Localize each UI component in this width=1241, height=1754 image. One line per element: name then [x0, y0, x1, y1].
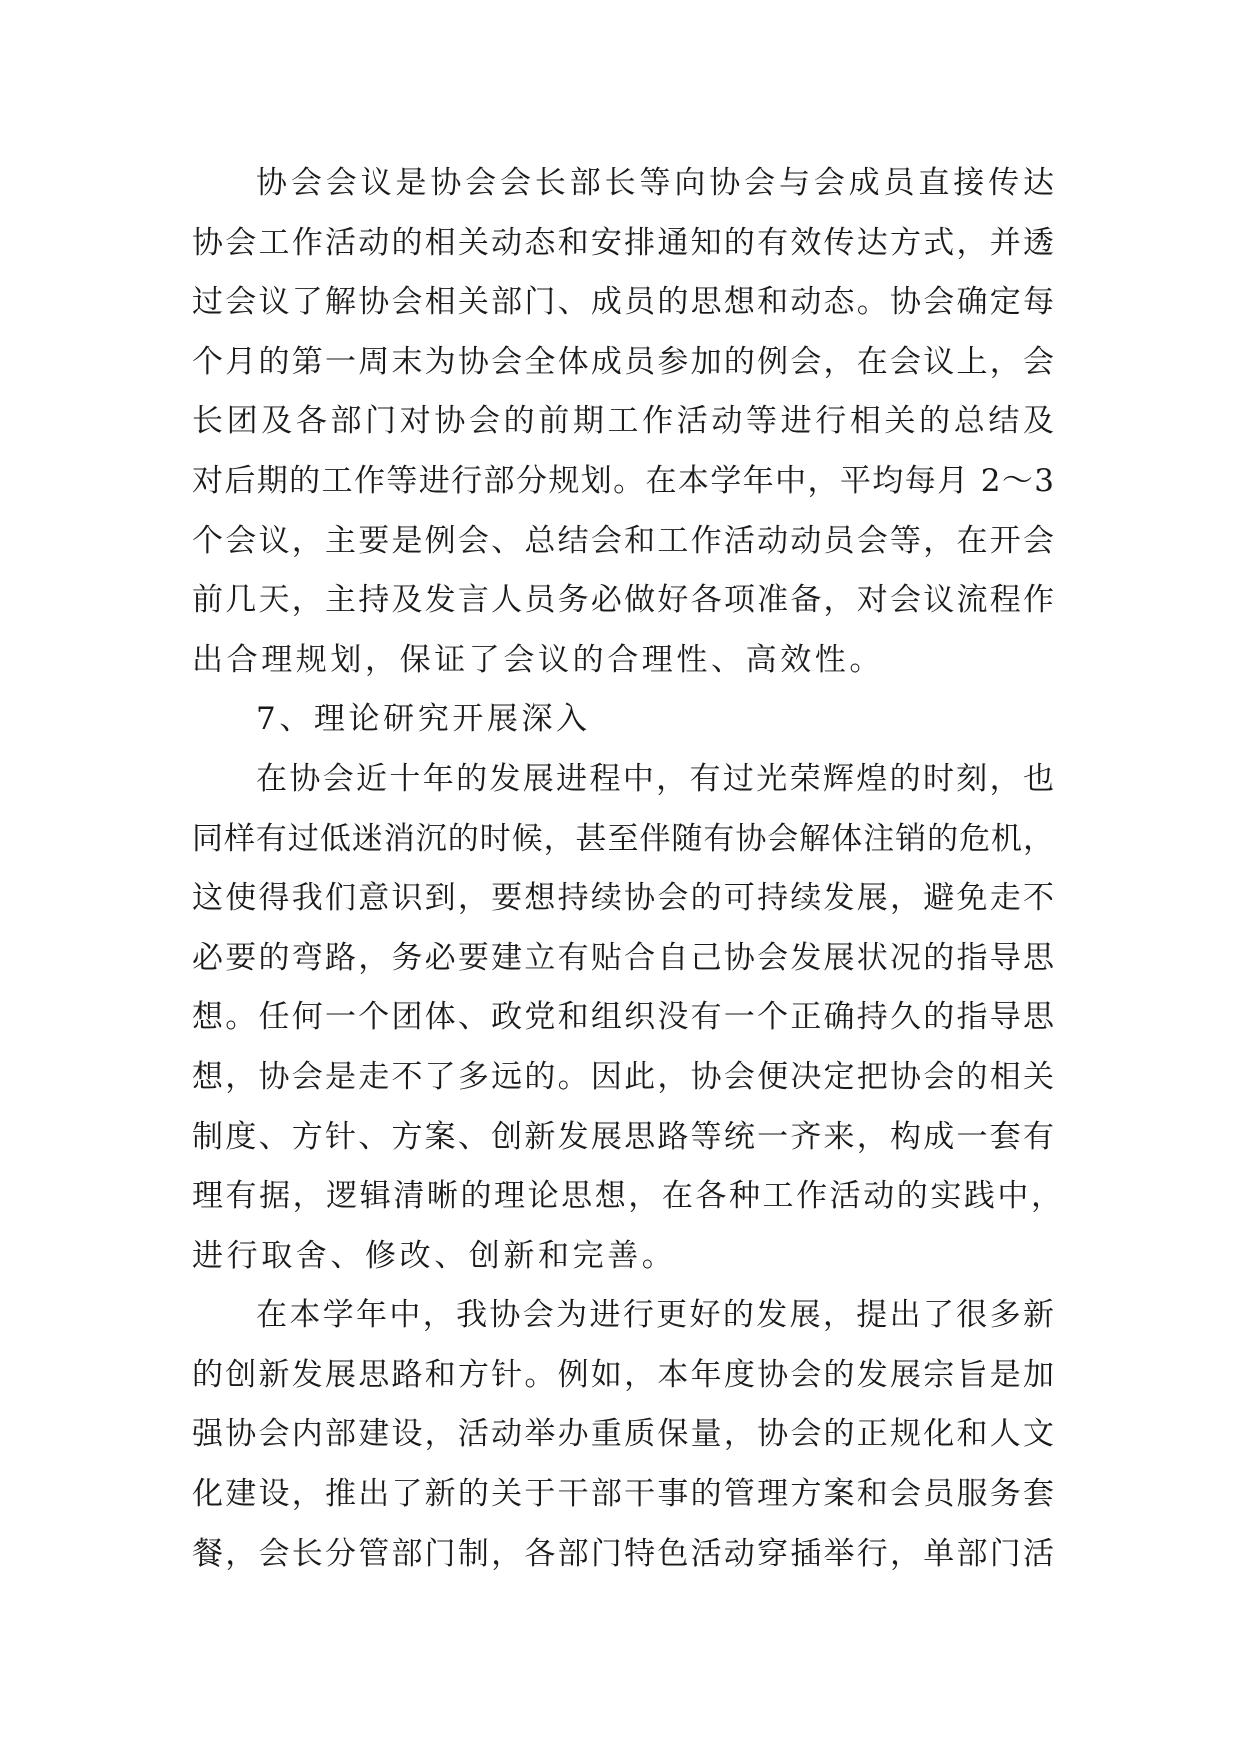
text-line: 在协会近十年的发展进程中，有过光荣辉煌的时刻，也: [256, 760, 1054, 797]
text-line: 长团及各部门对协会的前期工作活动等进行相关的总结及: [192, 403, 1054, 440]
text-line: 同样有过低迷消沉的时候，甚至伴随有协会解体注销的危机，: [192, 820, 1054, 857]
text-line: 出合理规划，保证了会议的合理性、高效性。: [192, 641, 884, 678]
text-line: 化建设，推出了新的关于干部干事的管理方案和会员服务套: [192, 1476, 1054, 1513]
text-line: 个会议，主要是例会、总结会和工作活动动员会等，在开会: [192, 522, 1054, 559]
text-line: 个月的第一周末为协会全体成员参加的例会，在会议上，会: [192, 343, 1054, 380]
text-line: 理有据，逻辑清晰的理论思想，在各种工作活动的实践中，: [192, 1178, 1062, 1215]
text-line: 过会议了解协会相关部门、成员的思想和动态。协会确定每: [192, 284, 1054, 321]
text-line: 这使得我们意识到，要想持续协会的可持续发展，避免走不: [192, 880, 1054, 917]
text-line: 协会会议是协会会长部长等向协会与会成员直接传达: [256, 165, 1054, 201]
text-line: 想，协会是走不了多远的。因此，协会便决定把协会的相关: [192, 1058, 1054, 1095]
text-line: 进行取舍、修改、创新和完善。: [192, 1237, 677, 1274]
text-line: 前几天，主持及发言人员务必做好各项准备，对会议流程作: [192, 582, 1054, 619]
text-line: 强协会内部建设，活动举办重质保量，协会的正规化和人文: [192, 1416, 1054, 1453]
text-line: 的创新发展思路和方针。例如，本年度协会的发展宗旨是加: [192, 1356, 1054, 1393]
section-heading: 7、理论研究开展深入: [256, 701, 591, 738]
text-line: 对后期的工作等进行部分规划。在本学年中，平均每月 2～3: [192, 462, 1054, 499]
text-line: 制度、方针、方案、创新发展思路等统一齐来，构成一套有: [192, 1118, 1054, 1155]
text-line: 在本学年中，我协会为进行更好的发展，提出了很多新: [256, 1297, 1054, 1334]
document-page: [192, 154, 1062, 1584]
text-line: 必要的弯路，务必要建立有贴合自己协会发展状况的指导思: [192, 939, 1054, 976]
text-line: 想。任何一个团体、政党和组织没有一个正确持久的指导思: [192, 999, 1054, 1036]
text-line: 协会工作活动的相关动态和安排通知的有效传达方式，并透: [192, 224, 1054, 261]
text-line: 餐，会长分管部门制，各部门特色活动穿插举行，单部门活: [192, 1535, 1054, 1572]
